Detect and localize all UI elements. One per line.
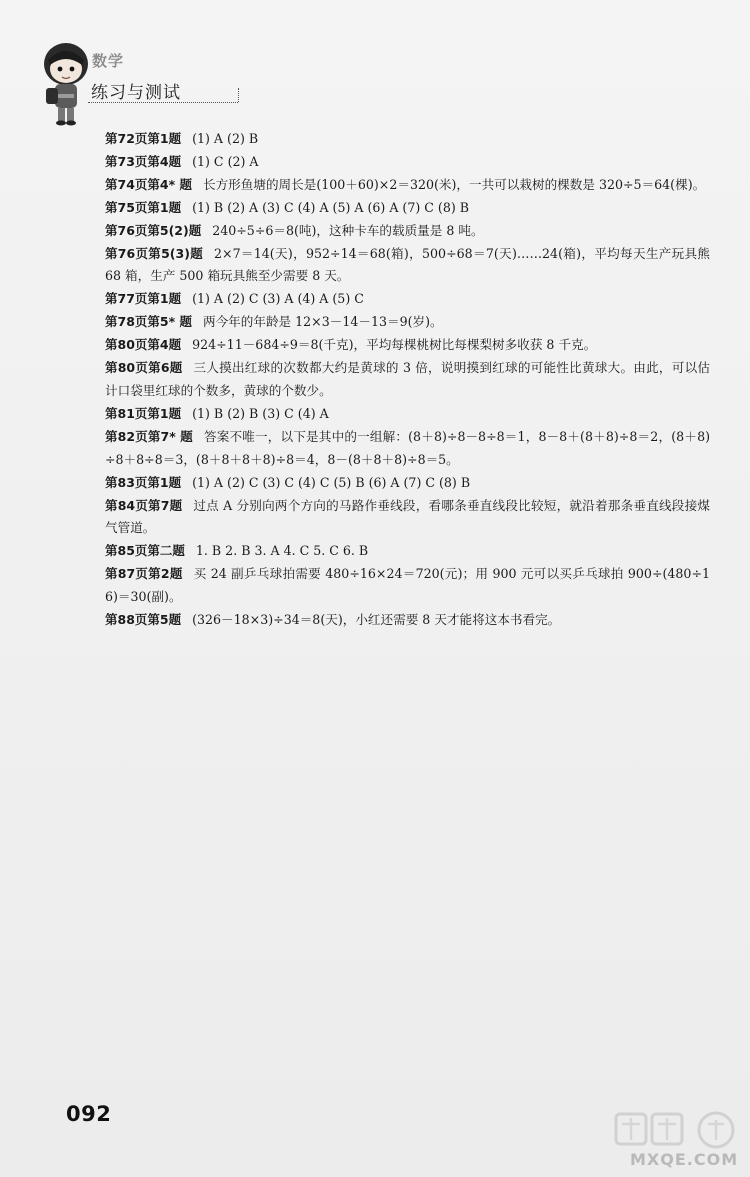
question-ref: 第85页第二题 [105, 543, 185, 559]
page-header [36, 38, 251, 128]
title-underline [88, 102, 238, 103]
answer-text: (1) A (2) C (3) A (4) A (5) C [192, 291, 364, 307]
question-ref: 第82页第7* 题 [105, 428, 193, 444]
book-title: 练习与测试 [91, 83, 181, 103]
question-ref: 第84页第7题 [105, 497, 183, 513]
question-ref: 第88页第5题 [105, 612, 182, 628]
question-ref: 第72页第1题 [105, 131, 182, 146]
watermark-text: MXQE.COM [630, 1150, 739, 1169]
answer-text: (1) C (2) A [192, 153, 259, 169]
question-ref: 第74页第4* 题 [105, 176, 192, 192]
answer-item [105, 357, 710, 403]
answer-item [105, 563, 710, 609]
answer-text: (326－18×3)÷34＝8(天)，小红还需要 8 天才能将这本书看完。 [192, 612, 561, 628]
question-ref: 第73页第4题 [105, 153, 182, 169]
answer-text: 2×7＝14(天)，952÷14＝68(箱)，500÷68＝7(天)……24(箱)，平均每天生产玩具熊 68 箱，生产 500 箱玩具熊至少需要 8 天。 [105, 245, 710, 284]
answer-text: (1) B (2) A (3) C (4) A (5) A (6) A (7) C (8) B [192, 199, 470, 215]
answer-text: 答案不唯一，以下是其中的一组解：(8＋8)÷8－8÷8＝1，8－8＋(8＋8)÷8＝2，(8＋8)÷8＋8÷8＝3，(8＋8＋8＋8)÷8＝4，8－(8＋8＋8)÷8＝5。 [105, 428, 711, 467]
answer-item [105, 288, 710, 311]
answer-text: 1. B 2. B 3. A 4. C 5. C 6. B [195, 543, 369, 559]
answer-list [105, 128, 710, 632]
answer-item [105, 311, 710, 334]
answer-item [105, 128, 710, 151]
answer-item [105, 220, 710, 243]
answer-text: 买 24 副乒乓球拍需要 480÷16×24＝720(元)；用 900 元可以买乒乓球拍 900÷(480÷16)＝30(副)。 [105, 566, 711, 605]
cartoon-boy-mascot-icon [36, 38, 96, 126]
answer-text: (1) B (2) B (3) C (4) A [192, 405, 329, 421]
question-ref: 第76页第5(3)题 [105, 245, 203, 261]
answer-text: 240÷5÷6＝8(吨)，这种卡车的载质量是 8 吨。 [212, 222, 484, 238]
answer-text: 长方形鱼塘的周长是(100＋60)×2＝320(米)，一共可以栽树的棵数是 320÷5＝64(棵)。 [202, 176, 706, 192]
question-ref: 第80页第6题 [105, 360, 183, 376]
question-ref: 第81页第1题 [105, 405, 182, 421]
answer-item [105, 540, 710, 563]
question-ref: 第80页第4题 [105, 337, 182, 353]
page-number: 092 [66, 1102, 112, 1126]
question-ref: 第83页第1题 [105, 474, 182, 490]
answer-item [105, 197, 710, 220]
answer-item [105, 426, 710, 472]
answer-text: 924÷11－684÷9＝8(千克)，平均每棵桃树比每棵梨树多收获 8 千克。 [192, 337, 597, 353]
subject-label: 数学 [92, 52, 125, 70]
answer-item [105, 174, 710, 197]
answer-item [105, 243, 710, 289]
answer-text: (1) A (2) C (3) C (4) C (5) B (6) A (7) C (8) B [192, 474, 471, 490]
question-ref: 第78页第5* 题 [105, 314, 192, 330]
answer-item [105, 495, 710, 541]
answer-item [105, 151, 710, 174]
answer-text: (1) A (2) B [192, 131, 259, 146]
question-ref: 第87页第2题 [105, 566, 183, 582]
answer-text: 两今年的年龄是 12×3－14－13＝9(岁)。 [202, 314, 443, 330]
answer-item [105, 334, 710, 357]
answer-item [105, 472, 710, 495]
question-ref: 第77页第1题 [105, 291, 182, 307]
answer-item [105, 403, 710, 426]
answer-text: 三人摸出红球的次数都大约是黄球的 3 倍，说明摸到红球的可能性比黄球大。由此，可以估计口袋里红球的个数多，黄球的个数少。 [105, 360, 710, 398]
answer-item [105, 609, 710, 632]
answer-text: 过点 A 分别向两个方向的马路作垂线段，看哪条垂直线段比较短，就沿着那条垂直线段接煤气管道。 [105, 497, 711, 536]
question-ref: 第75页第1题 [105, 199, 182, 215]
question-ref: 第76页第5(2)题 [105, 222, 202, 238]
title-rule-end [238, 88, 239, 102]
